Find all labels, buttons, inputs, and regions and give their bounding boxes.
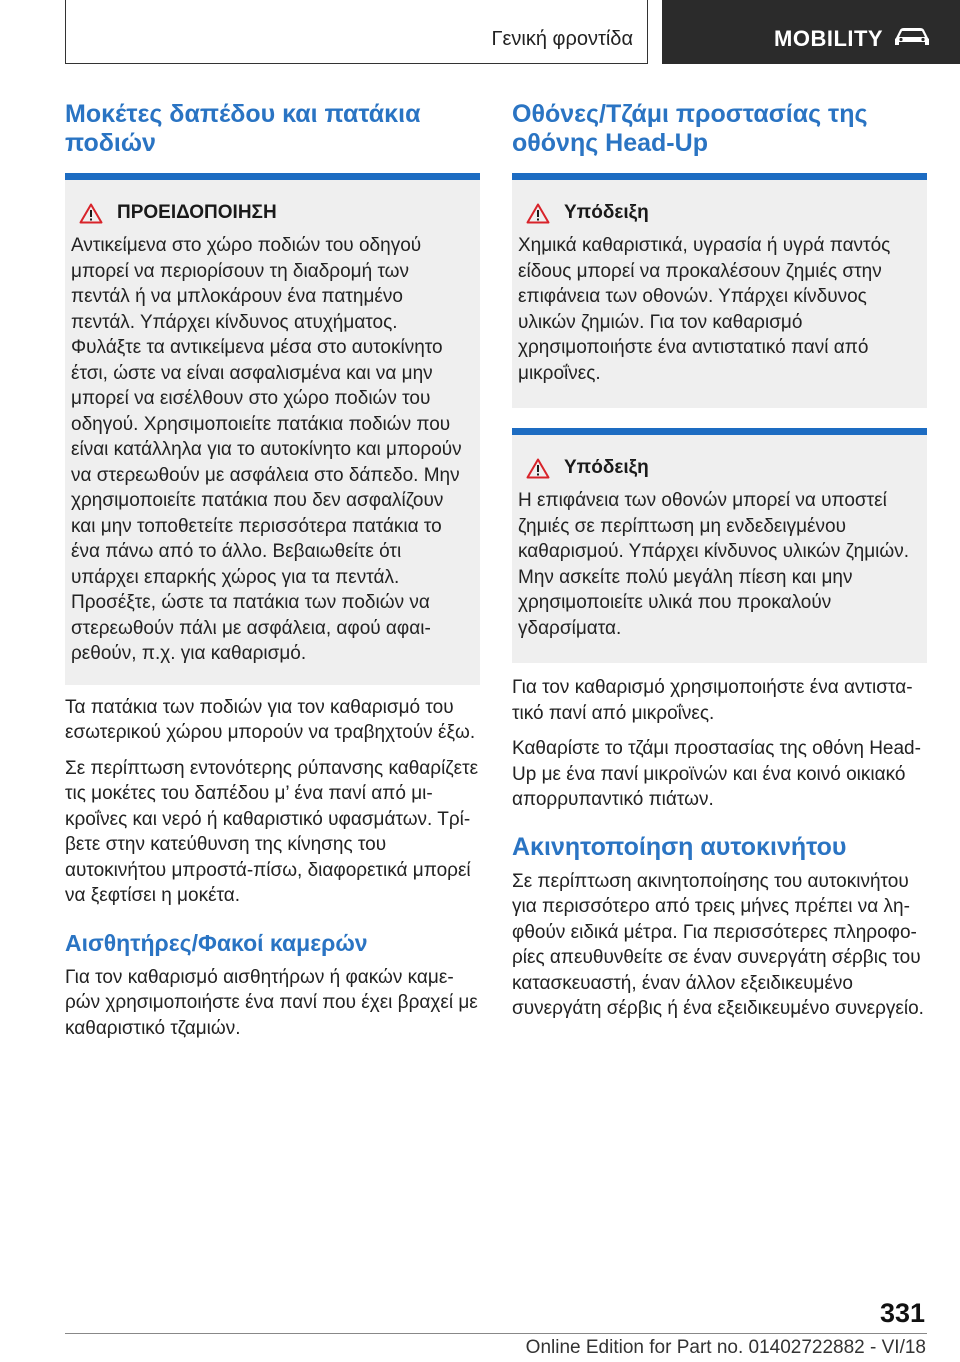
paragraph: Σε περίπτωση εντονότερης ρύπανσης καθαρίζετε τις μοκέτες του δαπέδου μ’ ένα πανί από μικροΐνες και νερό ή καθαριστικό υφασμάτων. Τρίβετε στην κατεύθυνση της κίνησης του αυτοκινήτου μπροστά-πίσω, διαφορετικά μπορεί να ξεφτίσει η μοκέτα. — [65, 757, 479, 906]
note-bar — [512, 428, 927, 435]
note-box — [512, 435, 927, 663]
paragraph: Καθαρίστε το τζάμι προστασίας της οθόνη Head-Up με ένα πανί μικροϊνών και ένα κοινό οικιακό απορρυπαντικό πιάτων. — [512, 738, 921, 810]
note-heading: Υπόδειξη — [564, 457, 649, 478]
note-text: Χημικά καθαριστικά, υγρασία ή υγρά παντός είδους μπορεί να προκαλέσουν ζημιές στην επιφάνεια των οθονών. Υπάρχει κίνδυνος υλικών ζημιών. Για τον καθαρισμό χρησιμοποιήστε ένα αντιστατικό πανί από μικροΐνες. — [518, 235, 891, 384]
right-column — [512, 100, 927, 1032]
note-heading: Υπόδειξη — [564, 202, 649, 223]
note-title — [526, 457, 913, 479]
warning-icon — [526, 203, 550, 224]
header-brand: MOBILITY — [774, 26, 884, 51]
section-title-displays: Οθόνες/Τζάμι προστασίας της οθόνης Head-Up — [512, 100, 868, 157]
warning-icon — [79, 203, 103, 224]
subsection-title-storage: Ακινητοποίηση αυτοκινήτου — [512, 832, 847, 861]
note-title — [526, 202, 913, 224]
paragraph: Σε περίπτωση ακινητοποίησης του αυτοκινήτου για περισσότερο από τρεις μήνες πρέπει να ληφθούν ειδικά μέτρα. Για περισσότερες πληροφορίες απευθυνθείτε σε έναν συνεργάτη σέρβις του κατασκευαστή, έναν άλλον εξειδικευμένο συνεργάτη σέρβις ή ένα εξειδικευμένο συνεργείο. — [512, 870, 924, 1019]
section-title-floor-mats: Μοκέτες δαπέδου και πατάκια ποδιών — [65, 100, 421, 157]
header-section-box — [65, 0, 648, 64]
left-column — [65, 100, 480, 1051]
warning-title — [79, 202, 466, 224]
car-icon — [892, 26, 932, 48]
warning-text: Αντικείμενα στο χώρο ποδιών του οδηγού μπορεί να περιορίσουν τη διαδρομή των πεντάλ ή να μπλοκάρουν ένα πατημένο πεντάλ. Υπάρχει κίνδυνος ατυχήματος. Φυλάξτε τα αντικείμενα μέσα στο αυτοκίνητο έτσι, ώστε να είναι ασφαλισμένα και να μην μπορεί να εισέλθουν στο χώρο ποδιών του οδηγού. Χρησιμοποιείτε πατάκια ποδιών που είναι κατάλληλα για το αυτοκίνητο και μπορούν να στερεωθούν με ασφάλεια στο δάπεδο. Μην χρησιμοποιείτε πατάκια που δεν ασφαλίζουν και μην τοποθετείτε περισσότερα πατάκια το ένα πάνω από το άλλο. Βεβαιωθείτε ότι υπάρχει επαρκής χώρος για τα πεντάλ. Προσέξτε, ώστε τα πατάκια των ποδιών να στερεωθούν πάλι με ασφάλεια, αφού αφαιρεθούν, π.χ. για καθαρισμό. — [71, 235, 462, 664]
warning-bar — [65, 173, 480, 180]
header-brand-box — [662, 0, 960, 64]
header-section-title: Γενική φροντίδα — [491, 28, 633, 50]
page-number: 331 — [879, 1298, 925, 1328]
paragraph: Για τον καθαρισμό χρησιμοποιήστε ένα αντιστατικό πανί από μικροΐνες. — [512, 677, 913, 724]
footer-divider — [65, 1333, 927, 1334]
note-box — [512, 180, 927, 408]
warning-heading: ΠΡΟΕΙΔΟΠΟΙΗΣΗ — [117, 202, 277, 223]
paragraph: Για τον καθαρισμό αισθητήρων ή φακών καμερών χρησιμοποιήστε ένα πανί που έχει βραχεί με καθαριστικό τζαμιών. — [65, 966, 478, 1039]
paragraph: Τα πατάκια των ποδιών για τον καθαρισμό του εσωτερικού χώρου μπορούν να τραβηχτούν έξω. — [65, 696, 476, 743]
footer-edition: Online Edition for Part no. 01402722882 - VI/18 — [525, 1337, 926, 1358]
note-bar — [512, 173, 927, 180]
note-text: Η επιφάνεια των οθονών μπορεί να υποστεί ζημιές σε περίπτωση μη ενδεδειγμένου καθαρισμού. Υπάρχει κίνδυνος υλικών ζημιών. Μην ασκείτε πολύ μεγάλη πίεση και μην χρησιμοποιείτε υλικά που προκαλούν γδαρσίματα. — [518, 490, 909, 639]
subsection-title-camera-lenses: Αισθητήρες/Φακοί καμερών — [65, 929, 368, 956]
warning-box — [65, 180, 480, 685]
warning-icon — [526, 458, 550, 479]
